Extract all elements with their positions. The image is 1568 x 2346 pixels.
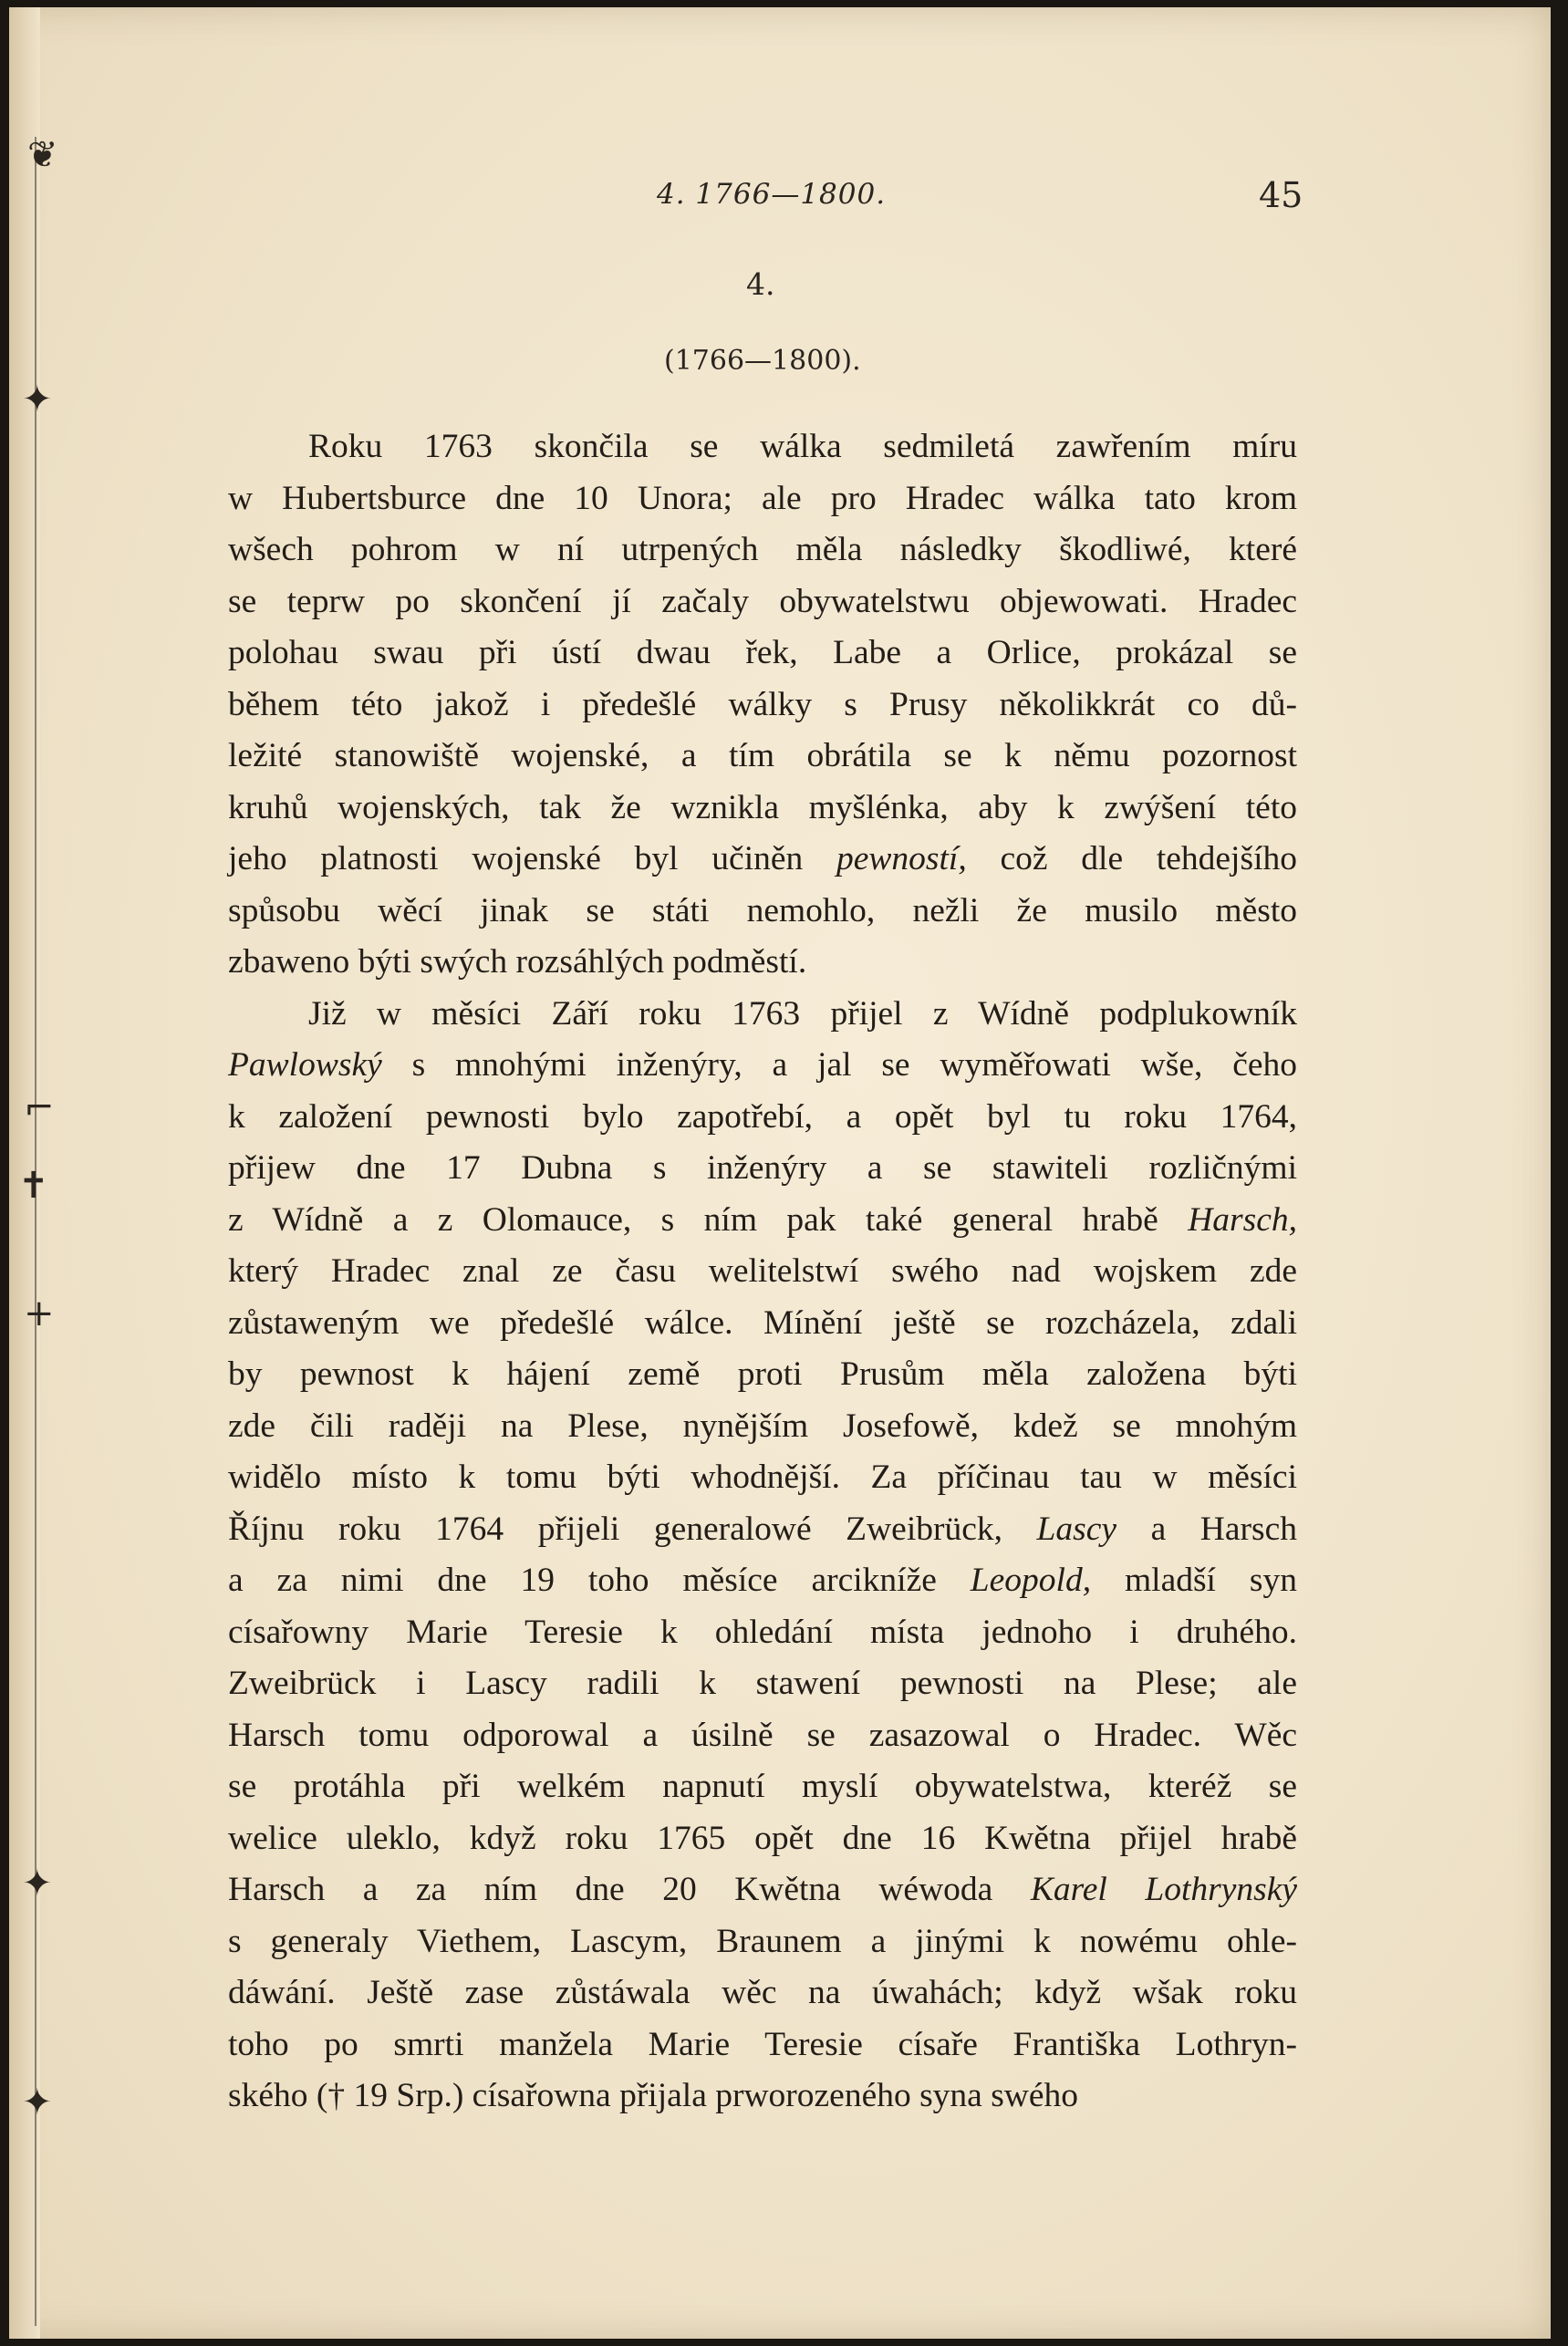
text-segment: Říjnu roku 1764 přijeli generalowé Zweibrück, xyxy=(228,1510,1037,1548)
text-line xyxy=(228,1298,1297,1350)
text-segment: Roku 1763 skončila se wálka sedmiletá zawřením míru xyxy=(308,428,1297,465)
text-segment: kruhů wojenských, tak že wznikla myšlénka, aby k zwýšení této xyxy=(228,788,1297,826)
margin-rule xyxy=(35,137,36,2326)
text-segment: se teprw po skončení jí začaly obywatelstwu objewowati. Hradec xyxy=(228,582,1297,620)
text-line xyxy=(228,473,1297,525)
text-line xyxy=(228,783,1297,835)
text-segment: polohau swau při ústí dwau řek, Labe a Orlice, prokázal se xyxy=(228,634,1297,671)
text-segment: wšech pohrom w ní utrpených měla následky škodliwé, které xyxy=(228,531,1297,568)
text-segment: a za nimi dne 19 toho měsíce arcikníže xyxy=(228,1562,971,1599)
running-title: 4. 1766—1800. xyxy=(657,178,887,211)
text-segment: který Hradec znal ze času welitelstwí swého nad wojskem zde xyxy=(228,1252,1297,1290)
text-segment: Již w měsíci Září roku 1763 přijel z Wídně podplukowník xyxy=(308,994,1297,1033)
paragraph-1 xyxy=(228,421,1297,989)
margin-mark-icon: ❦ xyxy=(27,134,58,176)
text-line xyxy=(228,1401,1297,1453)
text-line xyxy=(228,2019,1297,2071)
text-line xyxy=(228,524,1297,576)
text-segment: k založení pewnosti bylo zapotřebí, a opět byl tu roku 1764, xyxy=(228,1097,1297,1136)
text-line xyxy=(228,937,1297,989)
text-line xyxy=(228,1864,1297,1916)
text-segment: welice ulekl​o, když roku 1765 opět dne 16 Kwětna přijel hrabě xyxy=(228,1819,1297,1857)
text-segment: což dle tehdejšího xyxy=(966,840,1297,877)
text-line xyxy=(228,1555,1297,1607)
text-line xyxy=(228,1143,1297,1195)
text-segment: jeho platnosti wojenské byl učiněn xyxy=(228,840,837,877)
text-segment: s mnohými inženýry, a jal se wyměřowati wše, čeho xyxy=(381,1046,1297,1084)
text-line xyxy=(228,1349,1297,1401)
text-line xyxy=(228,1246,1297,1298)
italic-text: Lascy xyxy=(1036,1510,1117,1548)
text-line xyxy=(228,1607,1297,1659)
text-line xyxy=(228,1916,1297,1968)
page-number: 45 xyxy=(1259,175,1303,215)
text-segment: Harsch tomu odporowal a úsilně se zasazowal o Hradec. Wěc xyxy=(228,1716,1297,1754)
text-line xyxy=(228,989,1297,1041)
text-line xyxy=(228,421,1297,473)
text-line xyxy=(228,1710,1297,1762)
italic-text: Leopold, xyxy=(970,1562,1092,1599)
italic-text: Harsch, xyxy=(1188,1200,1297,1239)
margin-mark-icon: ✝ xyxy=(18,1165,49,1207)
text-segment: zbaweno býti swých rozsáhlých podměstí. xyxy=(228,943,807,981)
text-line xyxy=(228,886,1297,938)
text-line xyxy=(228,1658,1297,1710)
text-segment: a Harsch xyxy=(1116,1510,1297,1548)
text-segment: Zweibrück i Lascy radili k stawení pewnosti na Plese; ale xyxy=(228,1665,1297,1702)
section-years: (1766—1800). xyxy=(664,345,861,377)
text-segment: dáwání. Ještě zase zůstáwala wěc na úwahách; když wšak roku xyxy=(228,1974,1297,2011)
text-line xyxy=(228,680,1297,732)
text-segment: ského († 19 Srp.) císařowna přijala prworozeného syna swého xyxy=(228,2077,1079,2114)
text-line xyxy=(228,1092,1297,1144)
text-line xyxy=(228,628,1297,680)
paragraph-2 xyxy=(228,989,1297,2123)
text-segment: w Hubertsburce dne 10 Unora; ale pro Hradec wálka tato krom xyxy=(228,479,1297,517)
text-segment: z Wídně a z Olomauce, s ním pak také general hrabě xyxy=(228,1200,1189,1239)
margin-mark-icon: + xyxy=(24,1292,55,1334)
text-segment: zde čili raději na Plese, nynějším Josefowě, kdež se mnohým xyxy=(228,1407,1297,1445)
italic-text: Karel Lothrynský xyxy=(1030,1871,1297,1908)
margin-mark-icon: ✦ xyxy=(22,379,53,420)
text-line xyxy=(228,1504,1297,1556)
text-line xyxy=(228,2071,1297,2123)
text-segment: mladší syn xyxy=(1091,1562,1297,1599)
text-segment: ležité stanowiště wojenské, a tím obrátila se k němu pozornost xyxy=(228,737,1297,774)
margin-mark-icon: ⌐ xyxy=(24,1087,55,1129)
text-segment: Harsch a za ním dne 20 Kwětna wéwoda xyxy=(228,1871,1031,1908)
text-line xyxy=(228,834,1297,886)
text-line xyxy=(228,1195,1297,1247)
text-line xyxy=(228,576,1297,628)
text-segment: během této jakož i předešlé wálky s Prusy několikkrát co dů- xyxy=(228,685,1297,723)
text-segment: spůsobu wěcí jinak se státi nemohlo, nežli že musilo město xyxy=(228,891,1297,929)
text-line xyxy=(228,1813,1297,1865)
text-line xyxy=(228,1040,1297,1092)
text-line xyxy=(228,1452,1297,1504)
text-segment: se protáhla při welkém napnutí myslí obywatelstwa, kteréž se xyxy=(228,1768,1297,1805)
italic-text: Pawlowský xyxy=(228,1046,382,1084)
margin-mark-icon: ✦ xyxy=(22,2081,53,2123)
section-number: 4. xyxy=(746,266,775,302)
margin-mark-icon: ✦ xyxy=(22,1863,53,1905)
body-text xyxy=(228,421,1297,2123)
text-line xyxy=(228,1761,1297,1813)
text-segment: toho po smrti manžela Marie Teresie císaře Františka Lothryn- xyxy=(228,2025,1297,2063)
text-line xyxy=(228,731,1297,783)
italic-text: pewností, xyxy=(836,840,967,877)
text-segment: widělo místo k tomu býti whodnější. Za příčinau tau w měsíci xyxy=(228,1458,1297,1496)
text-line xyxy=(228,1967,1297,2019)
text-segment: s generaly Viethem, Lascym, Braunem a jinými k nowému ohle- xyxy=(228,1922,1297,1960)
text-segment: by pewnost k hájení země proti Prusům měla založena býti xyxy=(228,1355,1297,1393)
text-segment: císařowny Marie Teresie k ohledání místa jednoho i druhého. xyxy=(228,1613,1297,1651)
text-segment: zůstaweným we předešlé wálce. Mínění ještě se rozcházela, zdali xyxy=(228,1303,1297,1342)
text-segment: přijew dne 17 Dubna s inženýry a se stawiteli rozličnými xyxy=(228,1149,1297,1187)
